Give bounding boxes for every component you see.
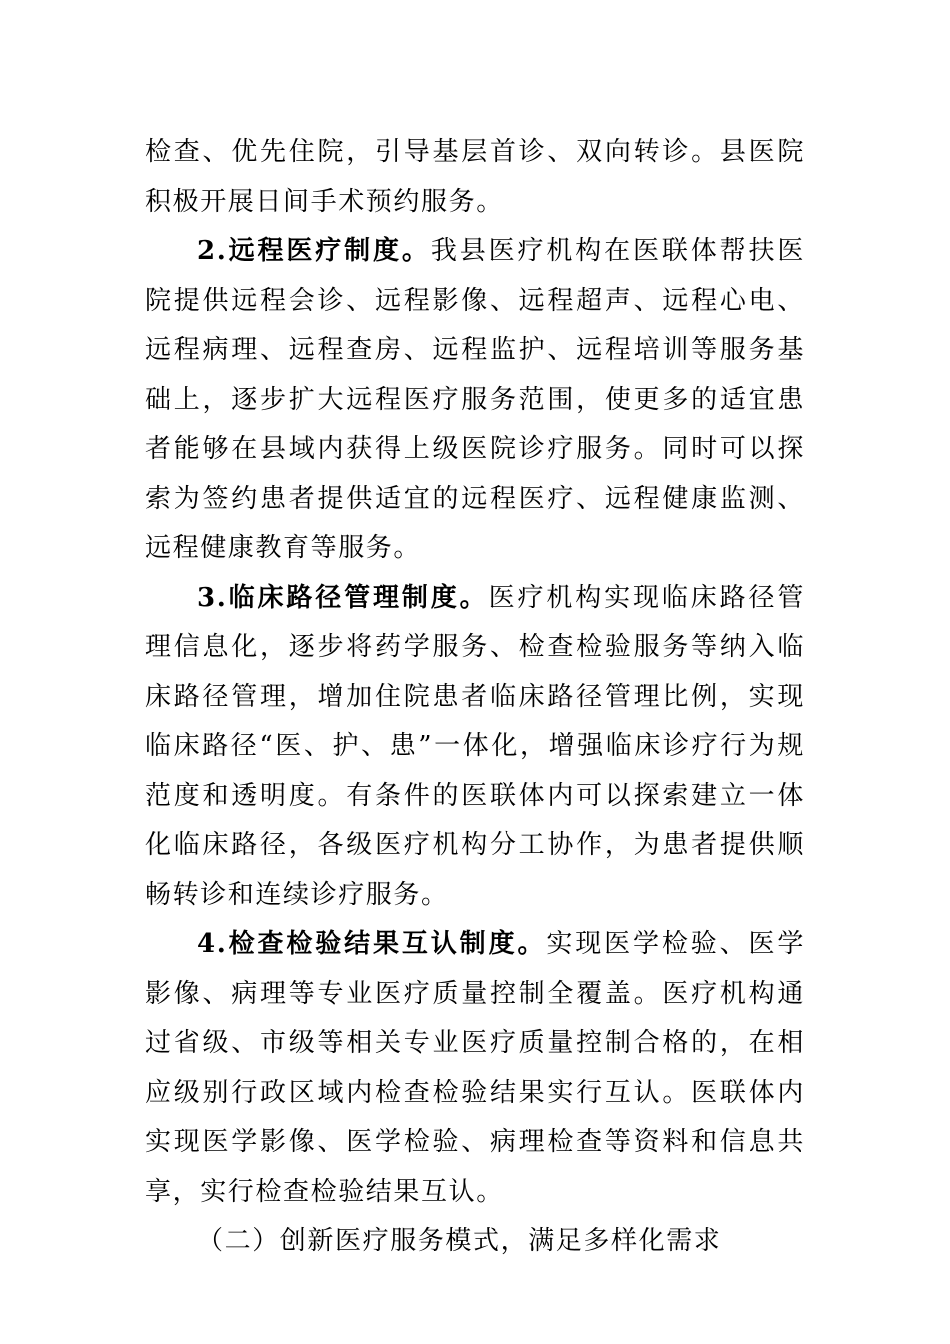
paragraph-heading: 2.远程医疗制度。 <box>197 236 431 266</box>
paragraph-clinical-pathway <box>145 574 805 921</box>
paragraph-continuation <box>145 128 805 227</box>
paragraph-text: 我县医疗机构在医联体帮扶医院提供远程会诊、远程影像、远程超声、远程心电、远程病理、远程查房、远程监护、远程培训等服务基础上，逐步扩大远程医疗服务范围，使更多的适宜患者能够在县域内获得上级医院诊疗服务。同时可以探索为签约患者提供适宜的远程医疗、远程健康监测、远程健康教育等服务。 <box>145 236 805 563</box>
paragraph-heading: 3.临床路径管理制度。 <box>197 582 489 613</box>
document-body <box>145 128 805 1267</box>
paragraph-result-recognition <box>145 920 805 1217</box>
paragraph-heading: 4.检查检验结果互认制度。 <box>197 929 547 959</box>
paragraph-text: 检查、优先住院，引导基层首诊、双向转诊。县医院积极开展日间手术预约服务。 <box>145 137 805 217</box>
section-heading: （二）创新医疗服务模式，满足多样化需求 <box>197 1226 722 1256</box>
paragraph-text: 实现医学检验、医学影像、病理等专业医疗质量控制全覆盖。医疗机构通过省级、市级等相关专业医疗质量控制合格的，在相应级别行政区域内检查检验结果实行互认。医联体内实现医学影像、医学检验、病理检查等资料和信息共享，实行检查检验结果互认。 <box>145 929 805 1207</box>
paragraph-text: 医疗机构实现临床路径管理信息化，逐步将药学服务、检查检验服务等纳入临床路径管理，增加住院患者临床路径管理比例，实现临床路径“医、护、患”一体化，增强临床诊疗行为规范度和透明度。有条件的医联体内可以探索建立一体化临床路径，各级医疗机构分工协作，为患者提供顺畅转诊和连续诊疗服务。 <box>145 582 805 910</box>
paragraph-remote-medical <box>145 227 805 574</box>
